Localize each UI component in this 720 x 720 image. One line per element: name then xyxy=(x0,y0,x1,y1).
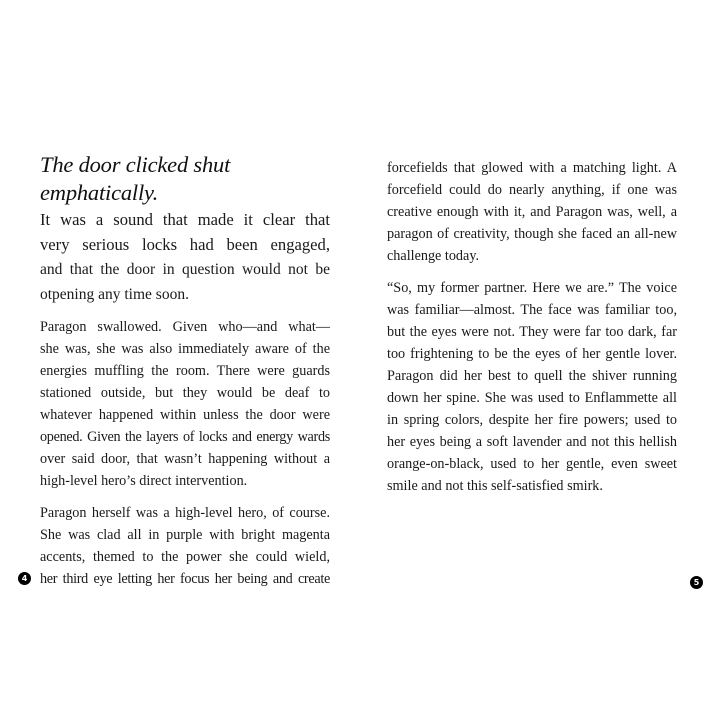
lead-line: It was a sound that made it clear that xyxy=(40,210,330,229)
text-line: her eyes being a soft lavender and not this hellish xyxy=(387,434,677,450)
page-number-badge: 5 xyxy=(690,576,703,589)
text-line: was familiar—almost. The face was familiar too, xyxy=(387,302,677,318)
text-line: her third eye letting her focus her being and create xyxy=(40,571,330,587)
right-page xyxy=(360,0,720,720)
text-line: smile and not this self-satisfied smirk. xyxy=(387,478,603,494)
text-line: creative enough with it, and Paragon was, well, a xyxy=(387,204,677,220)
text-line: she was, she was also immediately aware of the xyxy=(40,341,330,357)
text-line: forcefield could do nearly anything, if one was xyxy=(387,182,677,198)
text-line: in spring colors, despite her fire powers; used to xyxy=(387,412,677,428)
text-line: energies muffling the room. There were guards xyxy=(40,363,330,379)
lead-line: and that the door in question would not be xyxy=(40,261,330,278)
text-line: paragon of creativity, though she faced an all-new xyxy=(387,226,677,242)
text-line: challenge today. xyxy=(387,248,480,264)
text-line: “So, my former partner. Here we are.” The voice xyxy=(387,280,677,296)
body-paragraph xyxy=(40,316,330,492)
text-line: forcefields that glowed with a matching light. A xyxy=(387,160,677,176)
body-paragraph xyxy=(40,502,330,590)
lead-paragraph xyxy=(40,207,330,307)
text-line: opened. Given the layers of locks and energy wards xyxy=(40,429,330,445)
text-line: orange-on-black, used to her gentle, even sweet xyxy=(387,456,677,472)
text-line: Paragon swallowed. Given who—and what— xyxy=(40,319,330,335)
body-paragraph xyxy=(387,157,677,267)
right-text-column xyxy=(387,157,677,507)
text-line: over said door, that wasn’t happening without a xyxy=(40,451,330,467)
page-number-badge: 4 xyxy=(18,572,31,585)
chapter-opening-line: The door clicked shut emphatically. xyxy=(40,152,231,205)
text-line: high-level hero’s direct intervention. xyxy=(40,473,248,489)
text-line: She was clad all in purple with bright magenta xyxy=(40,527,330,543)
text-line: but the eyes were not. They were far too dark, far xyxy=(387,324,677,340)
text-line: too frightening to be the eyes of her gentle lover. xyxy=(387,346,677,362)
body-paragraph xyxy=(387,277,677,497)
text-line: Paragon herself was a high-level hero, of course. xyxy=(40,505,330,521)
text-line: whatever happened within unless the door were xyxy=(40,407,330,423)
text-line: down her spine. She was used to Enflammette all xyxy=(387,390,677,406)
text-line: Paragon did her best to quell the shiver running xyxy=(387,368,677,384)
text-line: accents, themed to the power she could wield, xyxy=(40,549,330,565)
text-line: stationed outside, but they would be deaf to xyxy=(40,385,330,401)
lead-line: very serious locks had been engaged, xyxy=(40,235,330,254)
lead-line: otpening any time soon. xyxy=(40,286,189,303)
left-text-column xyxy=(40,151,330,600)
